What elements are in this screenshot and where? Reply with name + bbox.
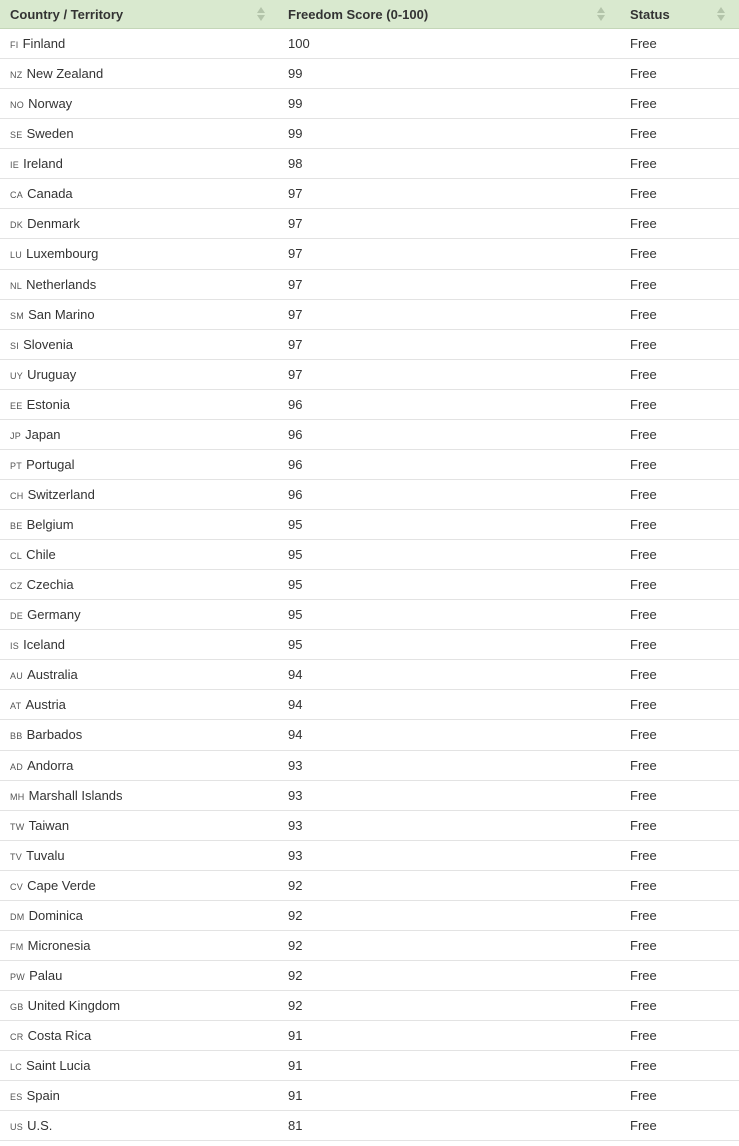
country-code: SE (10, 130, 23, 141)
table-body (0, 29, 739, 1141)
table-row (0, 390, 739, 420)
status-cell: Free (630, 306, 657, 322)
status-cell: Free (630, 1058, 657, 1074)
country-code: DM (10, 911, 25, 922)
country-code: JP (10, 430, 22, 441)
country-cell (0, 360, 278, 389)
freedom-score-cell: 99 (288, 96, 303, 112)
country-name: Ireland (23, 156, 63, 172)
freedom-score-cell: 92 (288, 967, 303, 983)
country-name: Sweden (26, 126, 74, 142)
country-cell (0, 570, 278, 599)
status-cell: Free (630, 877, 657, 893)
country-cell (0, 1021, 278, 1050)
country-name: Germany (27, 607, 81, 623)
freedom-score-cell: 91 (288, 1088, 303, 1104)
freedom-score-cell: 96 (288, 486, 303, 502)
country-code: DE (10, 611, 24, 622)
country-cell (0, 1051, 278, 1080)
status-cell: Free (630, 336, 657, 352)
country-cell (0, 751, 278, 780)
freedom-score-cell: 91 (288, 1028, 303, 1044)
status-cell: Free (630, 126, 657, 142)
country-cell (0, 841, 278, 870)
table-row (0, 330, 739, 360)
country-code: EE (10, 400, 23, 411)
column-header-country[interactable] (0, 0, 278, 28)
status-cell: Free (630, 1118, 657, 1134)
country-code: SM (10, 310, 25, 321)
column-header-status-label: Status (630, 7, 670, 22)
country-code: NZ (10, 70, 23, 81)
freedom-score-cell: 93 (288, 757, 303, 773)
table-row (0, 149, 739, 179)
country-name: Iceland (23, 637, 66, 653)
country-code: US (10, 1122, 24, 1133)
status-cell: Free (630, 66, 657, 82)
country-code: PT (10, 460, 23, 471)
table-row (0, 660, 739, 690)
table-header (0, 0, 739, 29)
country-cell (0, 690, 278, 719)
country-name: Slovenia (23, 336, 73, 352)
status-cell: Free (630, 667, 657, 683)
country-cell (0, 901, 278, 930)
table-row (0, 630, 739, 660)
country-name: Canada (27, 186, 73, 202)
status-cell: Free (630, 967, 657, 983)
freedom-score-cell: 95 (288, 607, 303, 623)
country-cell (0, 59, 278, 88)
table-row (0, 991, 739, 1021)
country-cell (0, 600, 278, 629)
country-name: Dominica (28, 907, 83, 923)
table-row (0, 239, 739, 269)
country-code: PW (10, 971, 26, 982)
country-name: Finland (22, 36, 66, 51)
country-code: AT (10, 701, 22, 712)
country-name: Luxembourg (26, 246, 99, 262)
country-name: U.S. (27, 1118, 53, 1134)
sort-up-down-icon[interactable] (256, 4, 266, 24)
table-row (0, 510, 739, 540)
freedom-score-cell: 96 (288, 426, 303, 442)
country-name: Australia (27, 667, 78, 683)
status-cell: Free (630, 246, 657, 262)
freedom-score-cell: 92 (288, 937, 303, 953)
country-code: DK (10, 220, 24, 231)
country-cell (0, 991, 278, 1020)
table-row (0, 300, 739, 330)
table-row (0, 871, 739, 901)
country-code: UY (10, 370, 24, 381)
freedom-score-cell: 95 (288, 577, 303, 593)
country-name: Austria (25, 697, 66, 713)
freedom-score-cell: 96 (288, 396, 303, 412)
table-row (0, 179, 739, 209)
freedom-score-cell: 95 (288, 637, 303, 653)
country-cell (0, 149, 278, 178)
country-cell (0, 270, 278, 299)
country-name: Japan (25, 426, 61, 442)
country-code: CZ (10, 581, 23, 592)
freedom-score-cell: 94 (288, 667, 303, 683)
table-row (0, 1111, 739, 1141)
status-cell: Free (630, 156, 657, 172)
table-row (0, 450, 739, 480)
country-cell (0, 871, 278, 900)
country-name: Palau (29, 967, 63, 983)
country-cell (0, 179, 278, 208)
country-cell (0, 239, 278, 268)
country-name: San Marino (28, 306, 95, 322)
country-code: NL (10, 280, 23, 291)
status-cell: Free (630, 96, 657, 112)
table-row (0, 209, 739, 239)
status-cell: Free (630, 817, 657, 833)
status-cell: Free (630, 637, 657, 653)
country-name: Portugal (26, 456, 75, 472)
status-cell: Free (630, 1028, 657, 1044)
freedom-score-cell: 95 (288, 547, 303, 563)
status-cell: Free (630, 697, 657, 713)
table-row (0, 420, 739, 450)
country-cell (0, 630, 278, 659)
status-cell: Free (630, 366, 657, 382)
status-cell: Free (630, 607, 657, 623)
table-row (0, 119, 739, 149)
freedom-score-cell: 97 (288, 306, 303, 322)
status-cell: Free (630, 577, 657, 593)
table-row (0, 89, 739, 119)
freedom-score-cell: 95 (288, 517, 303, 532)
freedom-score-cell: 97 (288, 246, 303, 262)
country-name: Chile (26, 547, 56, 563)
table-row (0, 1021, 739, 1051)
country-code: LC (10, 1062, 23, 1073)
country-code: IS (10, 641, 20, 652)
freedom-score-cell: 97 (288, 336, 303, 352)
status-cell: Free (630, 186, 657, 202)
country-code: CA (10, 190, 24, 201)
status-cell: Free (630, 1088, 657, 1104)
freedom-score-cell: 93 (288, 817, 303, 833)
table-row (0, 1051, 739, 1081)
country-name: Switzerland (27, 486, 95, 502)
column-header-score[interactable] (278, 0, 620, 28)
country-cell (0, 1081, 278, 1110)
freedom-score-cell: 100 (288, 36, 310, 51)
country-code: ES (10, 1092, 23, 1103)
freedom-score-cell: 92 (288, 998, 303, 1013)
country-cell (0, 300, 278, 329)
country-code: CV (10, 881, 24, 892)
table-row (0, 570, 739, 600)
country-name: Uruguay (27, 366, 77, 382)
country-name: Saint Lucia (26, 1058, 91, 1074)
status-cell: Free (630, 396, 657, 412)
status-cell: Free (630, 998, 657, 1013)
country-code: BE (10, 521, 23, 531)
country-cell (0, 961, 278, 990)
country-code: IE (10, 160, 20, 171)
status-cell: Free (630, 547, 657, 563)
country-name: Marshall Islands (28, 787, 123, 803)
country-code: LU (10, 250, 23, 261)
column-header-status[interactable] (620, 0, 739, 28)
freedom-score-cell: 97 (288, 216, 303, 232)
table-row (0, 600, 739, 630)
table-row (0, 811, 739, 841)
table-row (0, 690, 739, 720)
country-code: FI (10, 40, 19, 50)
country-cell (0, 480, 278, 509)
table-row (0, 29, 739, 59)
country-name: Taiwan (28, 817, 70, 833)
country-cell (0, 660, 278, 689)
country-cell (0, 89, 278, 118)
country-code: TV (10, 851, 23, 862)
country-name: Micronesia (27, 937, 91, 953)
table-row (0, 751, 739, 781)
country-name: Estonia (26, 396, 70, 412)
country-name: New Zealand (26, 66, 104, 82)
status-cell: Free (630, 517, 657, 532)
country-name: Denmark (27, 216, 80, 232)
status-cell: Free (630, 847, 657, 863)
status-cell: Free (630, 937, 657, 953)
country-cell (0, 450, 278, 479)
table-row (0, 1081, 739, 1111)
country-cell (0, 209, 278, 238)
freedom-score-cell: 99 (288, 126, 303, 142)
country-code: CR (10, 1032, 24, 1043)
freedom-score-cell: 99 (288, 66, 303, 82)
freedom-score-cell: 98 (288, 156, 303, 172)
country-name: Barbados (26, 727, 83, 743)
country-cell (0, 330, 278, 359)
table-row (0, 720, 739, 750)
column-header-country-label: Country / Territory (10, 7, 124, 22)
country-cell (0, 720, 278, 749)
freedom-score-cell: 93 (288, 847, 303, 863)
country-cell (0, 510, 278, 539)
country-code: NO (10, 100, 25, 111)
country-name: Spain (26, 1088, 60, 1104)
table-row (0, 961, 739, 991)
country-cell (0, 390, 278, 419)
freedom-score-cell: 93 (288, 787, 303, 803)
country-cell (0, 540, 278, 569)
country-cell (0, 119, 278, 148)
country-name: Belgium (26, 517, 74, 532)
country-name: United Kingdom (27, 998, 121, 1013)
freedom-score-cell: 97 (288, 366, 303, 382)
status-cell: Free (630, 36, 657, 51)
status-cell: Free (630, 727, 657, 743)
status-cell: Free (630, 426, 657, 442)
freedom-score-cell: 92 (288, 877, 303, 893)
freedom-score-cell: 97 (288, 186, 303, 202)
table-row (0, 901, 739, 931)
country-code: FM (10, 941, 24, 952)
freedom-score-cell: 94 (288, 727, 303, 743)
country-name: Costa Rica (27, 1028, 92, 1044)
status-cell: Free (630, 276, 657, 292)
country-cell (0, 931, 278, 960)
country-code: CH (10, 490, 24, 501)
country-code: CL (10, 551, 23, 562)
country-cell (0, 1111, 278, 1140)
country-name: Andorra (27, 757, 74, 773)
country-cell (0, 811, 278, 840)
country-code: TW (10, 821, 25, 832)
column-header-score-label: Freedom Score (0-100) (288, 7, 429, 22)
country-code: SI (10, 340, 20, 351)
table-row (0, 931, 739, 961)
table-row (0, 540, 739, 570)
sort-up-down-icon[interactable] (716, 4, 726, 24)
country-code: AU (10, 671, 24, 682)
freedom-score-cell: 94 (288, 697, 303, 713)
status-cell: Free (630, 907, 657, 923)
table-row (0, 360, 739, 390)
freedom-score-cell: 81 (288, 1118, 303, 1134)
sort-up-down-icon[interactable] (596, 4, 606, 24)
country-code: BB (10, 731, 23, 742)
table-row (0, 59, 739, 89)
table-row (0, 270, 739, 300)
freedom-score-cell: 97 (288, 276, 303, 292)
status-cell: Free (630, 216, 657, 232)
country-cell (0, 420, 278, 449)
country-name: Czechia (26, 577, 74, 593)
country-cell (0, 29, 278, 58)
country-code: MH (10, 791, 25, 802)
country-code: GB (10, 1002, 24, 1012)
status-cell: Free (630, 486, 657, 502)
status-cell: Free (630, 787, 657, 803)
country-code: AD (10, 761, 24, 772)
status-cell: Free (630, 456, 657, 472)
country-name: Cape Verde (27, 877, 96, 893)
country-name: Tuvalu (26, 847, 65, 863)
table-row (0, 841, 739, 871)
country-cell (0, 781, 278, 810)
freedom-score-cell: 96 (288, 456, 303, 472)
status-cell: Free (630, 757, 657, 773)
freedom-score-cell: 92 (288, 907, 303, 923)
country-name: Netherlands (26, 276, 97, 292)
freedom-score-cell: 91 (288, 1058, 303, 1074)
table-row (0, 480, 739, 510)
table-row (0, 781, 739, 811)
country-name: Norway (28, 96, 73, 112)
